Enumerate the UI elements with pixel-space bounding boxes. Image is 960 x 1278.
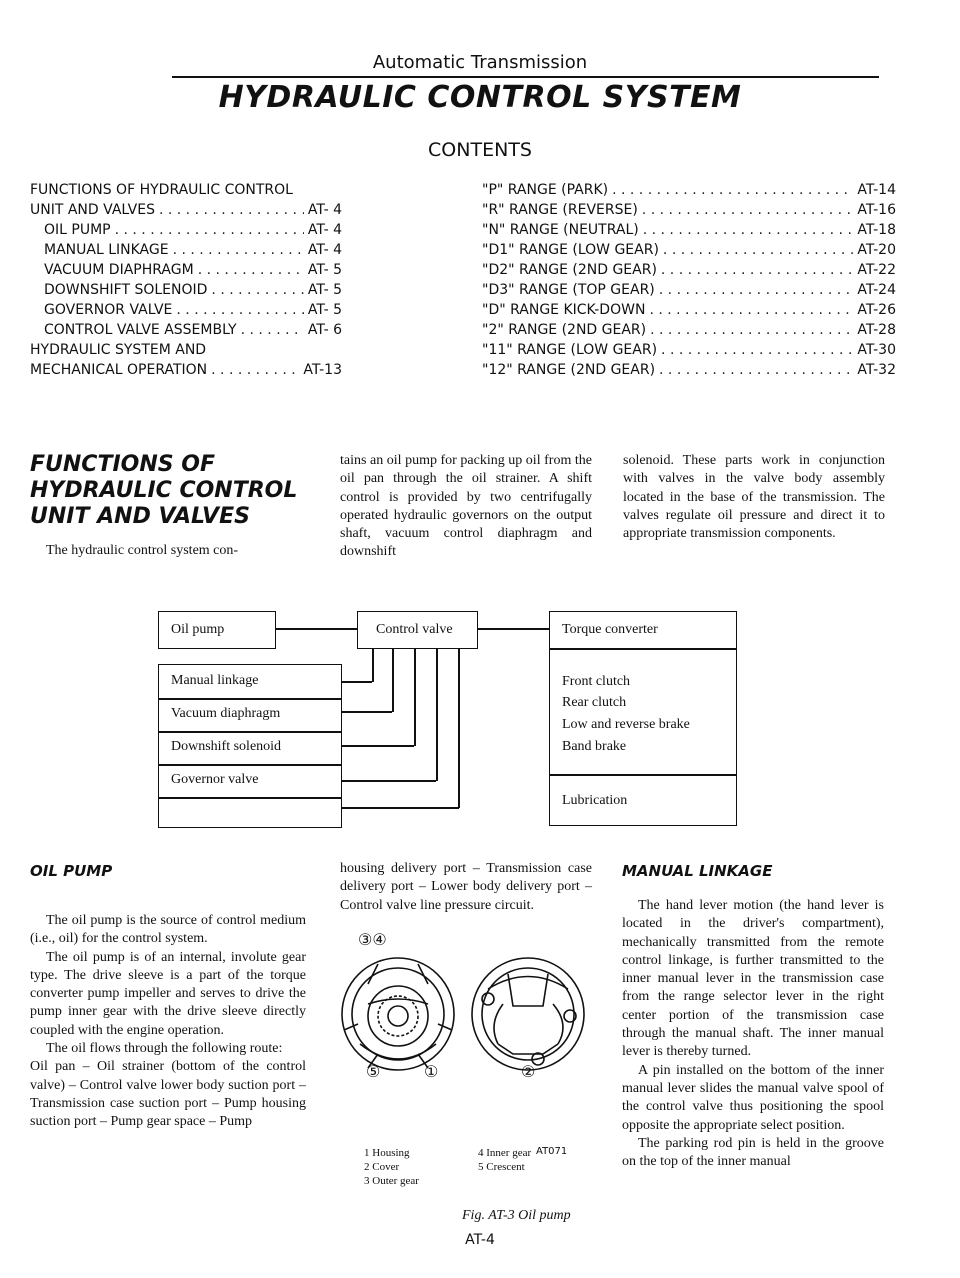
toc-page: AT-13 <box>303 362 342 378</box>
oil-pump-text-continued: housing delivery port – Transmission case delivery port – Lower body delivery port – Control valve line pressure circuit. <box>340 861 592 913</box>
legend-item: 3 Outer gear <box>364 1175 419 1187</box>
heading-line: UNIT AND VALVES <box>30 504 250 529</box>
toc-entry <box>30 240 342 260</box>
toc-page: AT-32 <box>857 362 896 378</box>
toc-label: "11" RANGE (LOW GEAR) <box>482 342 658 358</box>
toc-label: HYDRAULIC SYSTEM AND <box>30 342 207 358</box>
paragraph: The oil pump is the source of control medium (i.e., oil) for the control system. <box>30 913 306 947</box>
functions-text-col1: The hydraulic control system con- <box>46 543 239 558</box>
toc-label: "2" RANGE (2ND GEAR) <box>482 322 647 338</box>
document-header: Automatic Transmission <box>372 52 588 73</box>
toc-entry <box>30 300 342 320</box>
toc-entry <box>482 260 896 280</box>
toc-page: AT- 5 <box>307 262 342 278</box>
header-rule <box>172 76 879 78</box>
oil-pump-text <box>30 912 306 1132</box>
toc-label: "N" RANGE (NEUTRAL) <box>482 222 639 238</box>
figure-legend-right <box>478 1146 531 1174</box>
figure-code: AT071 <box>536 1146 568 1157</box>
toc-page: AT-30 <box>857 342 896 358</box>
toc-label: GOVERNOR VALVE <box>44 302 173 318</box>
outputs-box <box>549 649 737 826</box>
toc-entry <box>482 360 896 380</box>
toc-entry <box>482 200 896 220</box>
toc-entry <box>30 280 342 300</box>
toc-page: AT-20 <box>857 242 896 258</box>
toc-left <box>30 180 342 380</box>
toc-page: AT- 4 <box>307 222 342 238</box>
legend-item: 4 Inner gear <box>478 1147 532 1159</box>
toc-label: VACUUM DIAPHRAGM <box>44 262 194 278</box>
output-label: Low and reverse brake <box>562 717 690 732</box>
box-label: Torque converter <box>562 622 658 637</box>
toc-entry <box>482 180 896 200</box>
paragraph: The parking rod pin is held in the groove on the top of the inner manual <box>622 1135 884 1170</box>
toc-label: "D1" RANGE (LOW GEAR) <box>482 242 659 258</box>
contents-title: CONTENTS <box>428 139 532 161</box>
toc-entry <box>30 220 342 240</box>
functions-text-col3: solenoid. These parts work in conjunction with valves in the valve body assembly located in the base of the transmission. The valves regulate oil pressure and direct it to appropriate transmission components. <box>623 453 885 542</box>
toc-entry <box>30 200 342 220</box>
toc-entry <box>30 340 342 360</box>
callout-5: ⑤ <box>366 1064 381 1081</box>
figure-caption: Fig. AT-3 Oil pump <box>462 1208 571 1223</box>
toc-page: AT-14 <box>857 182 896 198</box>
paragraph: The hand lever motion (the hand lever is located in the driver's compartment), mechanically transmitted from the remote control linkage, is further transmitted to the inner manual lever in the transmission case from the range selector lever in the right center portion of the transmission case through the manual shaft. The inner manual lever is thereby turned. <box>622 898 884 1060</box>
input-label: Governor valve <box>171 772 259 787</box>
toc-entry <box>30 360 342 380</box>
paragraph: The oil pump is of an internal, involute gear type. The drive sleeve is a part of the torque converter pump impeller and serves to drive the pump inner gear with the drive sleeve directly coupled with the engine operation. <box>30 949 306 1038</box>
input-label: Vacuum diaphragm <box>171 706 281 721</box>
output-label: Front clutch <box>562 674 631 689</box>
output-label: Band brake <box>562 739 627 754</box>
connector-line <box>276 628 357 630</box>
toc-label: "12" RANGE (2ND GEAR) <box>482 362 656 378</box>
toc-page: AT- 5 <box>307 282 342 298</box>
page-number: AT-4 <box>465 1232 495 1248</box>
torque-converter-box <box>549 611 737 649</box>
toc-page: AT-16 <box>857 202 896 218</box>
box-label: Control valve <box>376 622 453 637</box>
control-valve-box <box>357 611 478 649</box>
toc-page: AT- 4 <box>307 242 342 258</box>
paragraph: The oil flows through the following route: <box>46 1041 283 1057</box>
oil-pump-figure <box>338 930 600 1145</box>
toc-entry <box>482 320 896 340</box>
oil-pump-illustration <box>338 944 600 1124</box>
heading-line: HYDRAULIC CONTROL <box>30 478 298 503</box>
inputs-box <box>158 664 342 828</box>
toc-label: FUNCTIONS OF HYDRAULIC CONTROL <box>30 182 293 198</box>
toc-page: AT- 6 <box>307 322 342 338</box>
toc-label: "R" RANGE (REVERSE) <box>482 202 638 218</box>
toc-label: "P" RANGE (PARK) <box>482 182 609 198</box>
toc-label: DOWNSHIFT SOLENOID <box>44 282 208 298</box>
figure-legend-left <box>364 1146 419 1188</box>
toc-label: "D" RANGE KICK-DOWN <box>482 302 646 318</box>
toc-label: OIL PUMP <box>44 222 111 238</box>
toc-entry <box>482 220 896 240</box>
toc-page: AT-24 <box>857 282 896 298</box>
legend-item: 5 Crescent <box>478 1161 525 1173</box>
heading-line: FUNCTIONS OF <box>30 452 215 477</box>
manual-linkage-text <box>622 897 884 1171</box>
legend-item: 2 Cover <box>364 1161 400 1173</box>
toc-page: AT- 4 <box>307 202 342 218</box>
toc-label: MANUAL LINKAGE <box>44 242 169 258</box>
callout-2: ② <box>521 1064 536 1081</box>
toc-label: "D3" RANGE (TOP GEAR) <box>482 282 655 298</box>
box-label: Oil pump <box>171 622 225 637</box>
toc-right <box>482 180 896 380</box>
section-heading-manual-linkage: MANUAL LINKAGE <box>622 862 773 880</box>
callout-3-4: ③④ <box>358 932 387 949</box>
toc-label: MECHANICAL OPERATION <box>30 362 208 378</box>
toc-label: "D2" RANGE (2ND GEAR) <box>482 262 657 278</box>
toc-label: UNIT AND VALVES <box>30 202 155 218</box>
connector-line <box>478 628 549 630</box>
toc-page: AT- 5 <box>307 302 342 318</box>
output-label: Rear clutch <box>562 695 627 710</box>
lubrication-label: Lubrication <box>562 793 628 808</box>
toc-entry <box>482 280 896 300</box>
input-label: Downshift solenoid <box>171 739 282 754</box>
toc-entry <box>30 180 342 200</box>
legend-item: 1 Housing <box>364 1147 410 1159</box>
toc-page: AT-22 <box>857 262 896 278</box>
toc-entry <box>30 260 342 280</box>
toc-label: CONTROL VALVE ASSEMBLY <box>44 322 237 338</box>
section-heading-oil-pump: OIL PUMP <box>30 862 113 880</box>
page-title: HYDRAULIC CONTROL SYSTEM <box>218 80 742 115</box>
paragraph: A pin installed on the bottom of the inner manual lever slides the manual valve spool of the control valve thus positioning the spool opposite the appropriate select position. <box>622 1062 884 1133</box>
toc-entry <box>482 300 896 320</box>
input-label: Manual linkage <box>171 673 259 688</box>
toc-page: AT-18 <box>857 222 896 238</box>
toc-entry <box>482 340 896 360</box>
callout-1: ① <box>424 1064 439 1081</box>
toc-entry <box>30 320 342 340</box>
toc-page: AT-28 <box>857 322 896 338</box>
paragraph: Oil pan – Oil strainer (bottom of the control valve) – Control valve lower body suction port – Transmission case suction port – Pump housing suction port – Pump gear space – Pump <box>30 1059 306 1130</box>
toc-entry <box>482 240 896 260</box>
toc-page: AT-26 <box>857 302 896 318</box>
section-heading-functions <box>30 452 300 530</box>
oil-pump-box <box>158 611 276 649</box>
functions-text-col2: tains an oil pump for packing up oil from the oil pan through the oil strainer. A shift control is provided by two centrifugally operated hydraulic governors on the output shaft, vacuum control diaphragm and downshift <box>340 453 592 560</box>
